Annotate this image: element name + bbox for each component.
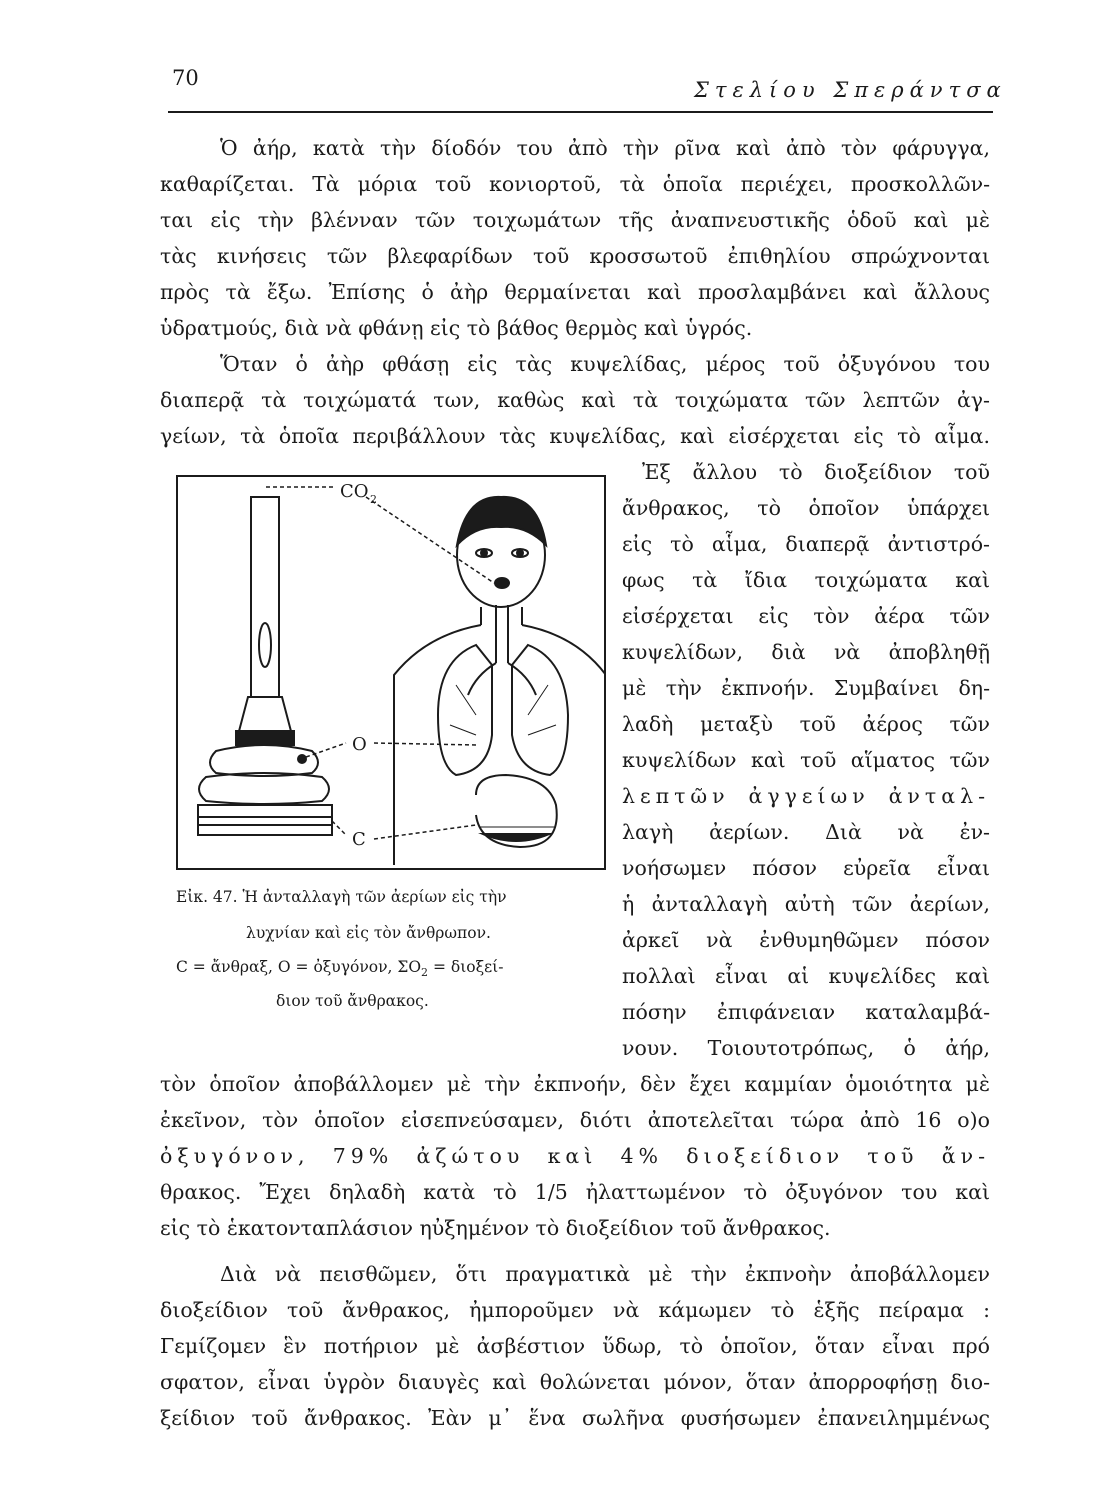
text-line: διοξείδιον τοῦ ἄνθρακος, ἠμποροῦμεν νὰ κάμωμεν τὸ ἑξῆς πείραμα : — [160, 1298, 990, 1322]
text-line: Ἐξ ἄλλου τὸ διοξείδιον τοῦ — [642, 460, 990, 484]
text-line: πόσην ἐπιφάνειαν καταλαμβά- — [622, 1000, 990, 1024]
caption-legend-part2: = διοξεί- — [428, 958, 504, 976]
page-number: 70 — [172, 66, 199, 90]
text-line: Ὁ ἀήρ, κατὰ τὴν δίοδόν του ἀπὸ τὴν ρῖνα καὶ ἀπὸ τὸν φάρυγγα, — [220, 136, 990, 160]
text-line: πρὸς τὰ ἔξω. Ἐπίσης ὁ ἀὴρ θερμαίνεται καὶ προσλαμβάνει καὶ ἄλλους — [160, 280, 990, 304]
text-line: μὲ τὴν ἐκπνοήν. Συμβαίνει δη- — [622, 676, 990, 700]
label-carbon: C — [352, 829, 366, 850]
figure-caption-line — [176, 958, 504, 979]
text-line: φως τὰ ἴδια τοιχώματα καὶ — [622, 568, 990, 592]
text-line: κυψελίδων, διὰ νὰ ἀποβληθῇ — [622, 640, 990, 664]
label-oxygen: O — [352, 734, 367, 755]
text-line: γείων, τὰ ὁποῖα περιβάλλουν τὰς κυψελίδας, καὶ εἰσέρχεται εἰς τὸ αἷμα. — [160, 424, 990, 448]
text-line: κυψελίδων καὶ τοῦ αἵματος τῶν — [622, 748, 990, 772]
text-line: διαπερᾷ τὰ τοιχώματά των, καθὼς καὶ τὰ τοιχώματα τῶν λεπτῶν ἀγ- — [160, 388, 990, 412]
text-line: ἡ ἀνταλλαγὴ αὐτὴ τῶν ἀερίων, — [622, 892, 990, 916]
text-line: ὑδρατμούς, διὰ νὰ φθάνῃ εἰς τὸ βάθος θερμὸς καὶ ὑγρός. — [160, 316, 753, 340]
text-line: ἄνθρακος, τὸ ὁποῖον ὑπάρχει — [622, 496, 990, 520]
text-line: καθαρίζεται. Τὰ μόρια τοῦ κονιορτοῦ, τὰ ὁποῖα περιέχει, προσκολλῶν- — [160, 172, 990, 196]
text-line: νουν. Τοιουτοτρόπως, ὁ ἀήρ, — [622, 1036, 990, 1060]
text-line: πολλαὶ εἶναι αἱ κυψελίδες καὶ — [622, 964, 990, 988]
header-rule — [168, 111, 993, 113]
human-figure-illustration — [394, 497, 606, 865]
figure-gas-exchange — [176, 475, 606, 870]
running-title: Στελίου Σπεράντσα — [694, 78, 1007, 102]
text-line: λαγὴ ἀερίων. Διὰ νὰ ἐν- — [622, 820, 990, 844]
text-line: ἐκεῖνον, τὸν ὁποῖον εἰσεπνεύσαμεν, διότι ἀποτελεῖται τώρα ἀπὸ 16 ο)ο — [160, 1108, 990, 1132]
label-co2: CO — [340, 481, 369, 502]
text-line: ὀξυγόνον, 79% ἀζώτου καὶ 4% διοξείδιον τοῦ ἄν- — [160, 1144, 990, 1168]
text-line: ξείδιον τοῦ ἄνθρακος. Ἐὰν μ᾿ ἕνα σωλῆνα φυσήσωμεν ἐπανειλημμένως — [160, 1406, 990, 1430]
text-line: νοήσωμεν πόσον εὐρεῖα εἶναι — [622, 856, 990, 880]
text-line: σφατον, εἶναι ὑγρὸν διαυγὲς καὶ θολώνεται μόνον, ὅταν ἀπορροφήσῃ διο- — [160, 1370, 990, 1394]
text-line: τὸν ὁποῖον ἀποβάλλομεν μὲ τὴν ἐκπνοήν, δὲν ἔχει καμμίαν ὁμοιότητα μὲ — [160, 1072, 990, 1096]
caption-subscript: 2 — [421, 966, 429, 980]
text-line: λαδὴ μεταξὺ τοῦ ἀέρος τῶν — [622, 712, 990, 736]
text-line: Ὅταν ὁ ἀὴρ φθάσῃ εἰς τὰς κυψελίδας, μέρος τοῦ ὀξυγόνου του — [220, 352, 990, 376]
text-line: εἰς τὸ ἑκατονταπλάσιον ηὐξημένον τὸ διοξείδιον τοῦ ἄνθρακος. — [160, 1216, 831, 1240]
text-line: θρακος. Ἔχει δηλαδὴ κατὰ τὸ 1/5 ἠλαττωμένον τὸ ὀξυγόνον του καὶ — [160, 1180, 990, 1204]
text-line: λεπτῶν ἀγγείων ἀνταλ- — [622, 784, 990, 808]
oil-lamp-illustration — [198, 497, 332, 835]
figure-caption-line: λυχνίαν καὶ εἰς τὸν ἄνθρωπον. — [246, 924, 491, 942]
caption-legend-part1: C = ἄνθραξ, O = ὀξυγόνον, ΣΟ — [176, 958, 422, 976]
text-line: ται εἰς τὴν βλένναν τῶν τοιχωμάτων τῆς ἀναπνευστικῆς ὁδοῦ καὶ μὲ — [160, 208, 990, 232]
text-line: Γεμίζομεν ἓν ποτήριον μὲ ἀσβέστιον ὕδωρ, τὸ ὁποῖον, ὅταν εἶναι πρό — [160, 1334, 990, 1358]
label-co2-subscript: 2 — [370, 493, 377, 506]
figure-caption-line: Εἰκ. 47. Ἡ ἀνταλλαγὴ τῶν ἀερίων εἰς τὴν — [176, 888, 507, 906]
text-line: ἀρκεῖ νὰ ἐνθυμηθῶμεν πόσον — [622, 928, 990, 952]
figure-caption-line: διον τοῦ ἄνθρακος. — [276, 992, 429, 1010]
text-line: Διὰ νὰ πεισθῶμεν, ὅτι πραγματικὰ μὲ τὴν ἐκπνοὴν ἀποβάλλομεν — [220, 1262, 990, 1286]
text-line: τὰς κινήσεις τῶν βλεφαρίδων τοῦ κροσσωτοῦ ἐπιθηλίου σπρώχνονται — [160, 244, 990, 268]
text-line: εἰς τὸ αἷμα, διαπερᾷ ἀντιστρό- — [622, 532, 990, 556]
text-line: εἰσέρχεται εἰς τὸν ἀέρα τῶν — [622, 604, 990, 628]
